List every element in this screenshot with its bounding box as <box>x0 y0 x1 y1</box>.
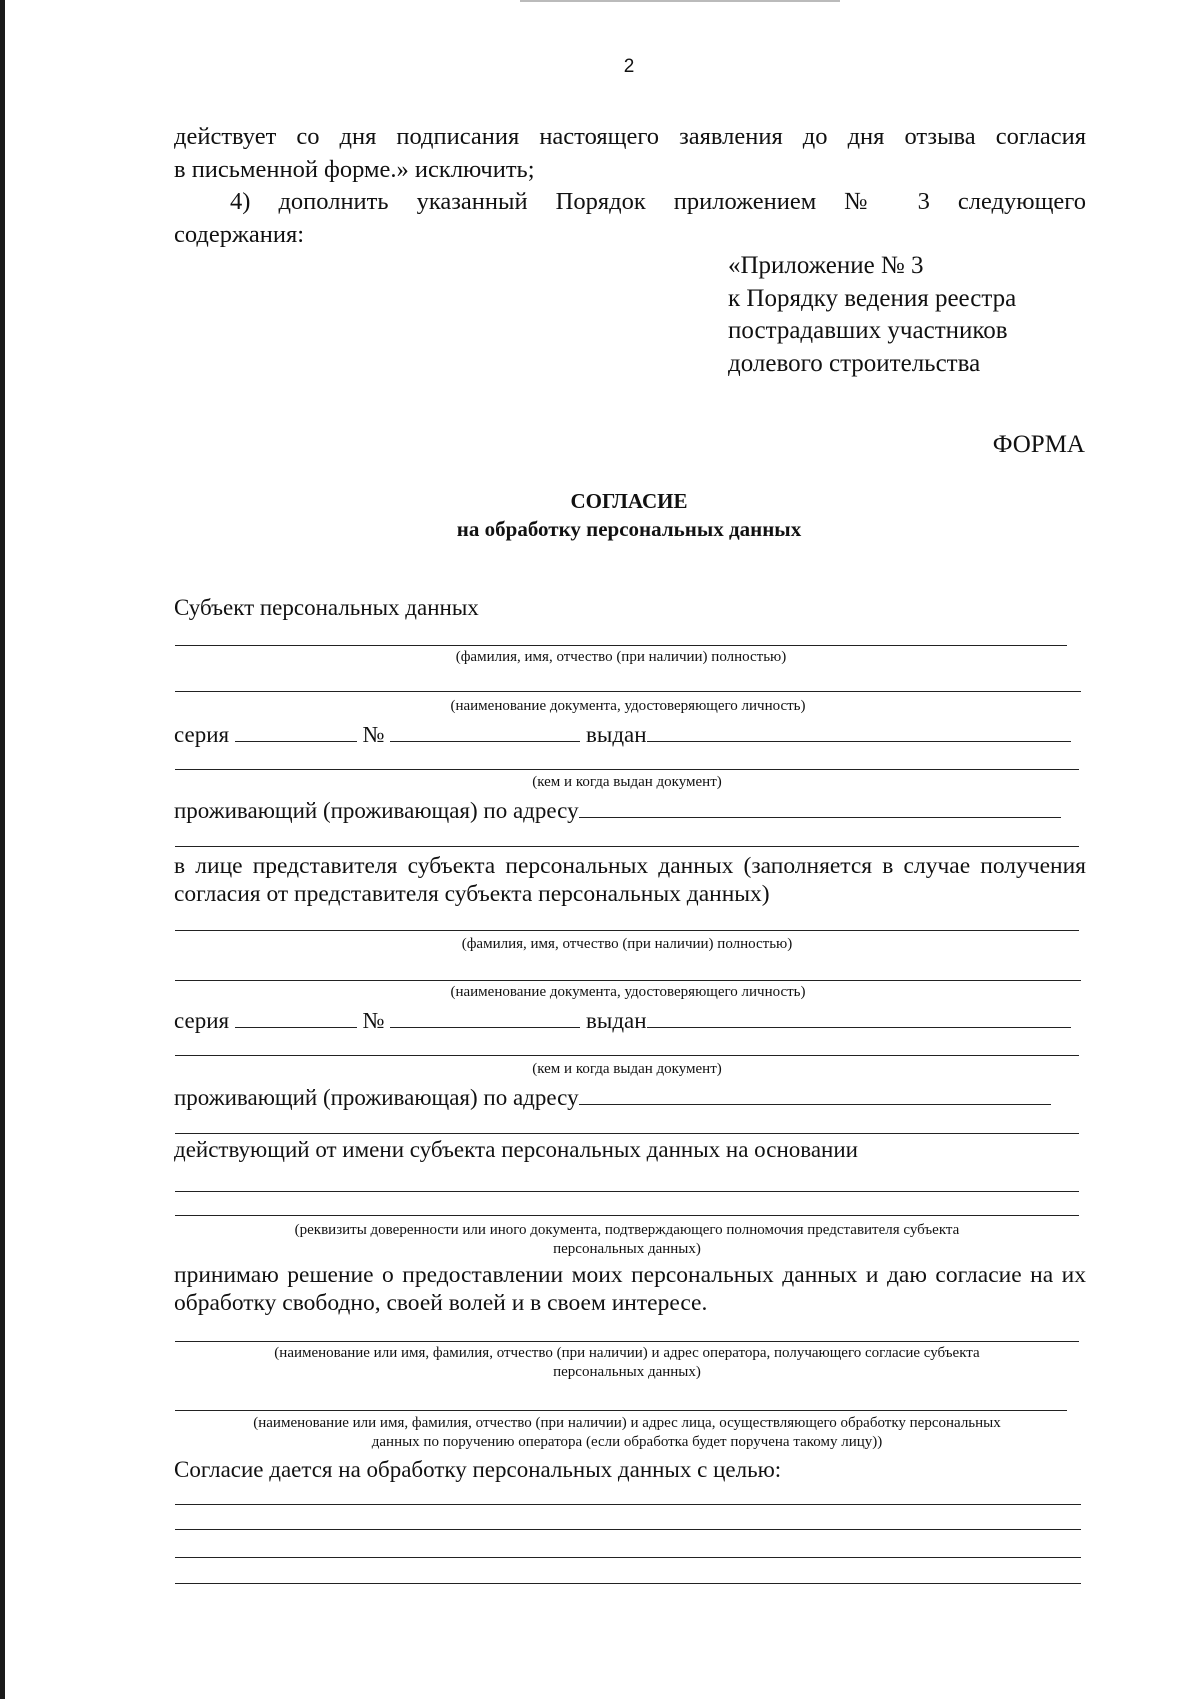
subject-issued-line[interactable] <box>175 769 1079 770</box>
scan-left-edge <box>0 0 5 1699</box>
subject-label: Субъект персональных данных <box>174 595 479 620</box>
operator-caption <box>175 1344 1079 1382</box>
item-4-line-2: содержания: <box>174 221 305 248</box>
title-line-1: СОГЛАСИЕ <box>570 489 688 513</box>
rep-issued-line[interactable] <box>175 1055 1079 1056</box>
poa-line-1[interactable] <box>175 1191 1079 1192</box>
rep-passport-row <box>174 1005 1071 1036</box>
operator-line[interactable] <box>175 1341 1079 1342</box>
subject-doc-caption: (наименование документа, удостоверяющего личность) <box>450 698 806 714</box>
seria-label: серия <box>174 1008 230 1033</box>
issued-label: выдан <box>586 722 647 747</box>
poa-caption-line-1: (реквизиты доверенности или иного документа, подтверждающего полномочия представителя субъекта <box>294 1222 960 1238</box>
subject-seria-field[interactable] <box>235 719 357 742</box>
poa-line-2[interactable] <box>175 1215 1079 1216</box>
appendix-line-1: «Приложение № 3 <box>728 252 924 279</box>
operator-caption-line-1: (наименование или имя, фамилия, отчество (при наличии) и адрес оператора, получающего согласие субъекта <box>274 1345 980 1361</box>
rep-address-field[interactable] <box>579 1082 1051 1105</box>
subject-passport-row <box>174 719 1071 750</box>
representative-line-1: в лице представителя субъекта персональных данных (заполняется в случае получения <box>174 853 1086 879</box>
subject-doc-line[interactable] <box>175 691 1081 692</box>
rep-issued-field[interactable] <box>647 1005 1071 1028</box>
document-title <box>0 487 1200 543</box>
operator-caption-line-2: персональных данных) <box>553 1364 701 1380</box>
intro-line-1: действует со дня подписания настоящего заявления до дня отзыва согласия <box>174 123 1086 150</box>
subject-fio-caption: (фамилия, имя, отчество (при наличии) полностью) <box>455 649 787 665</box>
issued-label: выдан <box>586 1008 647 1033</box>
purpose-line-3[interactable] <box>175 1557 1081 1558</box>
purpose-line-4[interactable] <box>175 1583 1081 1584</box>
processor-line[interactable] <box>175 1410 1067 1411</box>
rep-doc-line[interactable] <box>175 980 1081 981</box>
decision-line-1: принимаю решение о предоставлении моих персональных данных и даю согласие на их <box>174 1262 1086 1288</box>
purpose-label: Согласие дается на обработку персональных данных с целью: <box>174 1457 782 1482</box>
subject-number-field[interactable] <box>390 719 580 742</box>
item-4-line-1: 4) дополнить указанный Порядок приложением № 3 следующего <box>230 188 1086 215</box>
number-label: № <box>362 722 385 747</box>
processor-caption-line-2: данных по поручению оператора (если обработка будет поручена такому лицу)) <box>371 1434 883 1450</box>
poa-caption <box>175 1221 1079 1259</box>
page-number: 2 <box>623 56 635 77</box>
forma-label: ФОРМА <box>992 431 1085 458</box>
appendix-line-3: пострадавших участников <box>728 317 1008 344</box>
address-label: проживающий (проживающая) по адресу <box>174 1085 579 1110</box>
rep-address-row <box>174 1082 1051 1113</box>
appendix-header <box>728 250 1016 380</box>
rep-address-line-2[interactable] <box>175 1133 1079 1134</box>
appendix-line-4: долевого строительства <box>728 349 981 377</box>
rep-fio-line[interactable] <box>175 930 1079 931</box>
rep-doc-caption: (наименование документа, удостоверяющего личность) <box>450 984 806 1000</box>
subject-issued-caption: (кем и когда выдан документ) <box>532 774 722 790</box>
rep-seria-field[interactable] <box>235 1005 357 1028</box>
acting-label: действующий от имени субъекта персональных данных на основании <box>174 1137 858 1162</box>
rep-fio-caption: (фамилия, имя, отчество (при наличии) полностью) <box>461 936 793 952</box>
subject-address-line-2[interactable] <box>175 846 1079 847</box>
processor-caption <box>170 1414 1084 1452</box>
subject-issued-field[interactable] <box>647 719 1071 742</box>
intro-line-2: в письменной форме.» исключить; <box>174 156 535 183</box>
poa-caption-line-2: персональных данных) <box>553 1241 701 1257</box>
rep-issued-caption: (кем и когда выдан документ) <box>532 1061 722 1077</box>
subject-address-field[interactable] <box>579 795 1061 818</box>
subject-fio-line[interactable] <box>175 645 1067 646</box>
purpose-line-1[interactable] <box>175 1504 1081 1505</box>
seria-label: серия <box>174 722 230 747</box>
scan-top-edge <box>520 0 840 2</box>
appendix-line-2: к Порядку ведения реестра <box>728 284 1017 312</box>
decision-line-2: обработку свободно, своей волей и в своем интересе. <box>174 1290 708 1316</box>
subject-address-row <box>174 795 1061 826</box>
purpose-line-2[interactable] <box>175 1529 1081 1530</box>
address-label: проживающий (проживающая) по адресу <box>174 798 579 823</box>
rep-number-field[interactable] <box>390 1005 580 1028</box>
number-label: № <box>362 1008 385 1033</box>
processor-caption-line-1: (наименование или имя, фамилия, отчество (при наличии) и адрес лица, осуществляющего обработку персональных <box>253 1415 1001 1431</box>
title-line-2: на обработку персональных данных <box>456 517 802 541</box>
representative-line-2: согласия от представителя субъекта персональных данных) <box>174 881 770 907</box>
